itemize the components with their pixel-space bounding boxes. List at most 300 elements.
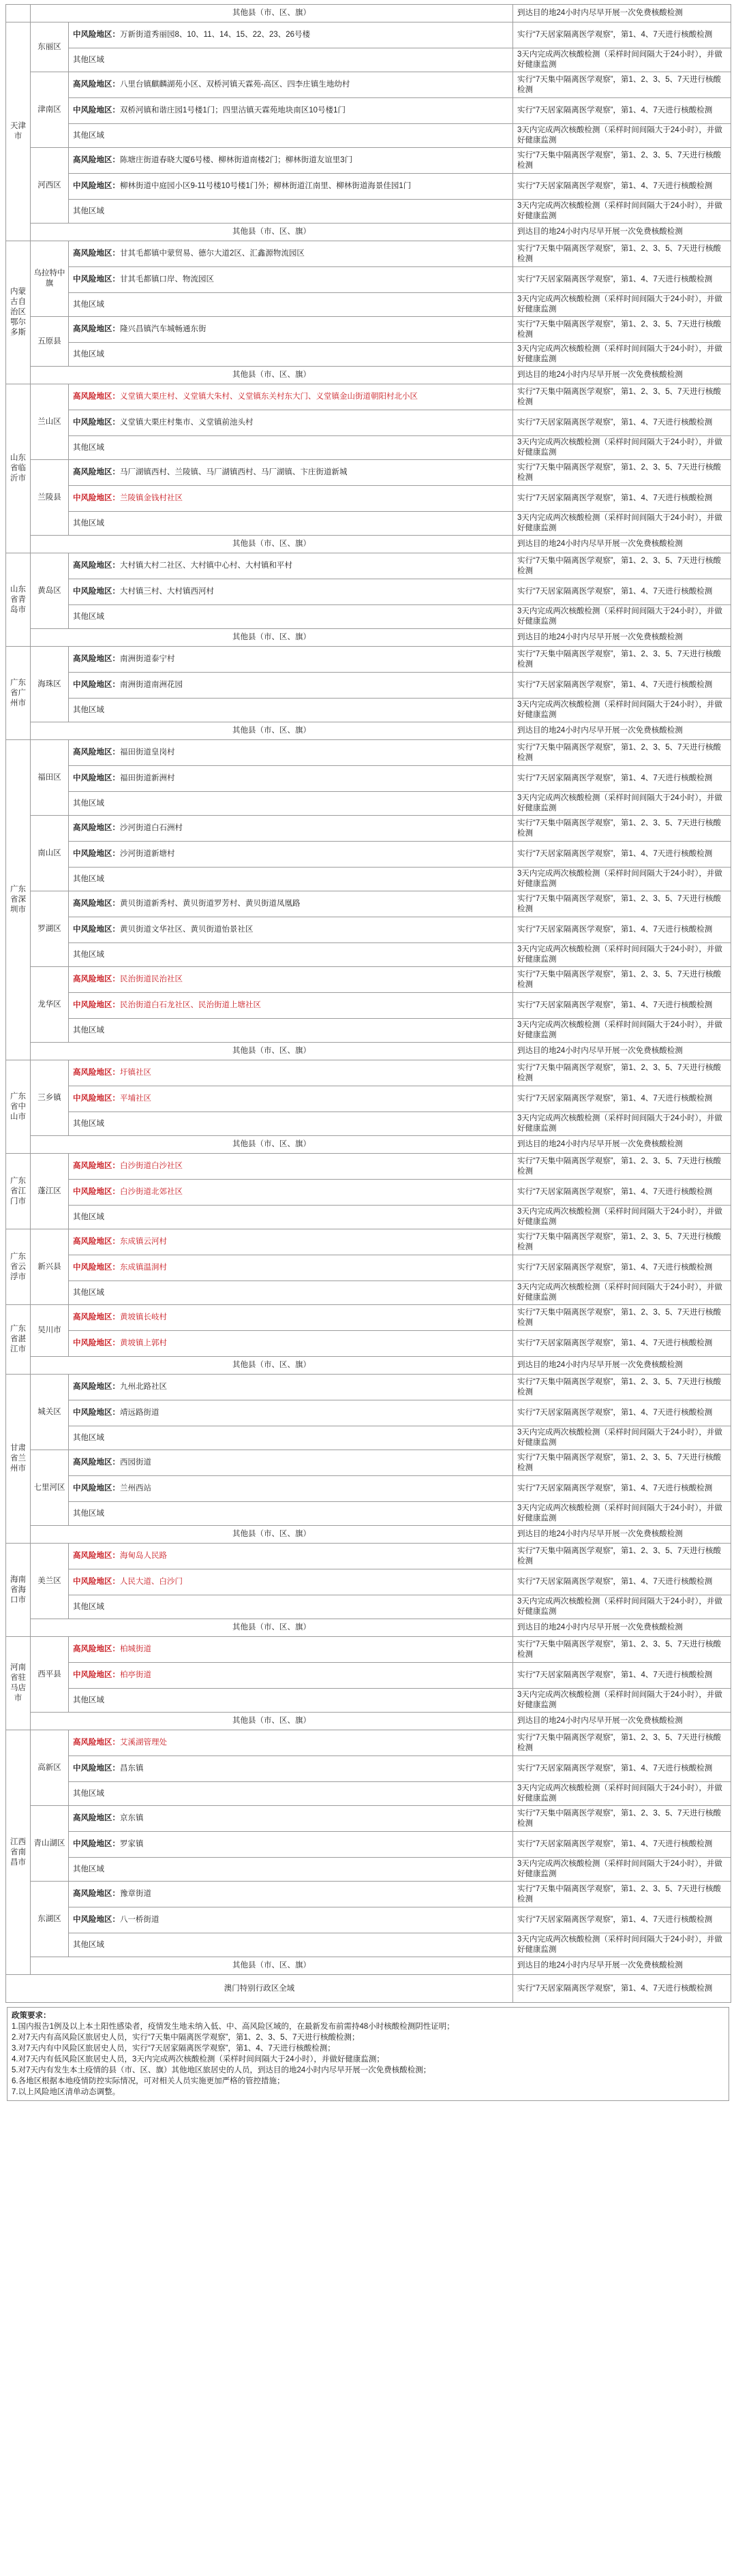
table-row xyxy=(6,1019,731,1043)
mid-risk-label: 中风险地区： xyxy=(73,494,120,502)
policy-note-item: 2.对7天内有高风险区旅居史人员，实行“7天集中隔离医学观察”，第1、2、3、5、7天进行核酸检测； xyxy=(12,2034,360,2042)
other-risk-area-cell xyxy=(69,124,513,148)
measure-cell: 3天内完成两次核酸检测（采样时间间隔大于24小时），并做好健康监测 xyxy=(513,48,731,72)
mid-risk-area-cell xyxy=(69,1832,513,1858)
mid-risk-label: 中风险地区： xyxy=(73,1263,120,1272)
risk-area-text: 昌东镇 xyxy=(120,1764,144,1773)
district-cell: 罗湖区 xyxy=(31,891,69,967)
other-risk-area-cell xyxy=(69,699,513,722)
table-row xyxy=(6,367,731,384)
mid-risk-label: 中风险地区： xyxy=(73,418,120,427)
measure-cell: 3天内完成两次核酸检测（采样时间间隔大于24小时），并做好健康监测 xyxy=(513,124,731,148)
table-row xyxy=(6,1426,731,1450)
table-row xyxy=(6,1933,731,1957)
measure-cell: 实行“7天居家隔离医学观察”，第1、4、7天进行核酸检测 xyxy=(513,842,731,868)
other-risk-area-cell xyxy=(69,436,513,460)
table-row xyxy=(6,553,731,579)
risk-area-text: 白沙街道白沙社区 xyxy=(120,1162,183,1170)
table-row xyxy=(6,1229,731,1255)
table-row xyxy=(6,1782,731,1806)
high-risk-label: 高风险地区： xyxy=(73,1162,120,1170)
table-row xyxy=(6,1305,731,1331)
measure-cell: 实行“7天居家隔离医学观察”，第1、4、7天进行核酸检测 xyxy=(513,1255,731,1281)
measure-cell: 到达目的地24小时内尽早开展一次免费核酸检测 xyxy=(513,1136,731,1154)
table-row xyxy=(6,1595,731,1619)
high-risk-area-cell xyxy=(69,1060,513,1086)
high-risk-label: 高风险地区： xyxy=(73,1458,120,1467)
risk-area-text: 沙河街道新塘村 xyxy=(120,850,175,858)
table-row xyxy=(6,98,731,124)
mid-risk-label: 中风险地区： xyxy=(73,1001,120,1009)
table-row xyxy=(6,766,731,792)
table-row xyxy=(6,124,731,148)
high-risk-label: 高风险地区： xyxy=(73,1313,120,1321)
policy-note-item: 3.对7天内有中风险区旅居史人员，实行“7天居家隔离医学观察”，第1、4、7天进行核酸检测； xyxy=(12,2044,335,2053)
high-risk-label: 高风险地区： xyxy=(73,1069,120,1077)
high-risk-area-cell xyxy=(69,1154,513,1180)
province-cell: 广东省中山市 xyxy=(6,1060,31,1154)
other-counties-cell: 其他县（市、区、旗） xyxy=(31,1136,513,1154)
table-row xyxy=(6,1375,731,1400)
table-row xyxy=(6,1806,731,1832)
table-row xyxy=(6,72,731,98)
table-row xyxy=(6,629,731,647)
table-row xyxy=(6,1357,731,1375)
district-cell: 东湖区 xyxy=(31,1882,69,1957)
measure-cell: 实行“7天居家隔离医学观察”，第1、4、7天进行核酸检测 xyxy=(513,1832,731,1858)
risk-area-text: 艾溪湖管理处 xyxy=(120,1738,167,1747)
province-cell: 天津市 xyxy=(6,22,31,241)
policy-notes-title: 政策要求： xyxy=(12,2012,51,2020)
table-row xyxy=(6,868,731,891)
measure-cell: 实行“7天集中隔离医学观察”，第1、2、3、5、7天进行核酸检测 xyxy=(513,1637,731,1663)
risk-area-table-body xyxy=(6,5,731,1975)
high-risk-label: 高风险地区： xyxy=(73,1238,120,1246)
district-cell: 乌拉特中旗 xyxy=(31,241,69,317)
other-risk-area-cell xyxy=(69,48,513,72)
other-risk-area-cell xyxy=(69,1689,513,1713)
other-area-label: 其他区域 xyxy=(73,1212,104,1221)
mid-risk-area-cell xyxy=(69,766,513,792)
district-cell: 海珠区 xyxy=(31,647,69,722)
risk-area-text: 圩镇社区 xyxy=(120,1069,151,1077)
table-row xyxy=(6,224,731,241)
risk-area-text: 东成镇云河村 xyxy=(120,1238,167,1246)
high-risk-label: 高风险地区： xyxy=(73,393,120,401)
measure-cell: 3天内完成两次核酸检测（采样时间间隔大于24小时），并做好健康监测 xyxy=(513,868,731,891)
risk-area-text: 福田街道皇岗村 xyxy=(120,748,175,756)
other-risk-area-cell xyxy=(69,1206,513,1229)
district-cell: 龙华区 xyxy=(31,967,69,1043)
mid-risk-label: 中风险地区： xyxy=(73,850,120,858)
mid-risk-label: 中风险地区： xyxy=(73,275,120,283)
measure-cell: 到达目的地24小时内尽早开展一次免费核酸检测 xyxy=(513,1043,731,1060)
district-cell: 津南区 xyxy=(31,72,69,148)
high-risk-area-cell xyxy=(69,1730,513,1756)
measure-cell: 实行“7天居家隔离医学观察”，第1、4、7天进行核酸检测 xyxy=(513,766,731,792)
mid-risk-label: 中风险地区： xyxy=(73,681,120,689)
measure-cell: 到达目的地24小时内尽早开展一次免费核酸检测 xyxy=(513,722,731,740)
mid-risk-area-cell xyxy=(69,842,513,868)
measure-cell: 实行“7天居家隔离医学观察”，第1、4、7天进行核酸检测 xyxy=(513,1476,731,1502)
table-row xyxy=(6,1060,731,1086)
other-counties-cell: 其他县（市、区、旗） xyxy=(31,536,513,553)
measure-cell: 3天内完成两次核酸检测（采样时间间隔大于24小时），并做好健康监测 xyxy=(513,436,731,460)
district-cell: 城关区 xyxy=(31,1375,69,1450)
measure-cell: 实行“7天集中隔离医学观察”，第1、2、3、5、7天进行核酸检测 xyxy=(513,317,731,343)
measure-cell: 实行“7天集中隔离医学观察”，第1、2、3、5、7天进行核酸检测 xyxy=(513,553,731,579)
table-row xyxy=(6,1154,731,1180)
table-row xyxy=(6,1112,731,1136)
other-area-label: 其他区域 xyxy=(73,1433,104,1442)
other-area-label: 其他区域 xyxy=(73,874,104,883)
high-risk-area-cell xyxy=(69,72,513,98)
measure-cell: 实行“7天集中隔离医学观察”，第1、2、3、5、7天进行核酸检测 xyxy=(513,460,731,486)
risk-area-text: 平埔社区 xyxy=(120,1094,151,1103)
mid-risk-label: 中风险地区： xyxy=(73,182,120,190)
table-row xyxy=(6,1136,731,1154)
risk-area-text: 柏城街道 xyxy=(120,1645,151,1653)
measure-cell: 实行“7天集中隔离医学观察”，第1、2、3、5、7天进行核酸检测 xyxy=(513,1305,731,1331)
measure-cell: 实行“7天居家隔离医学观察”，第1、4、7天进行核酸检测 xyxy=(513,1569,731,1595)
table-row xyxy=(6,1689,731,1713)
measure-cell: 实行“7天集中隔离医学观察”，第1、2、3、5、7天进行核酸检测 xyxy=(513,1882,731,1907)
other-risk-area-cell xyxy=(69,293,513,317)
high-risk-area-cell xyxy=(69,891,513,917)
province-cell xyxy=(6,5,31,22)
high-risk-label: 高风险地区： xyxy=(73,80,120,89)
measure-cell: 实行“7天集中隔离医学观察”，第1、2、3、5、7天进行核酸检测 xyxy=(513,241,731,267)
other-risk-area-cell xyxy=(69,792,513,816)
high-risk-label: 高风险地区： xyxy=(73,1383,120,1391)
high-risk-label: 高风险地区： xyxy=(73,562,120,570)
high-risk-area-cell xyxy=(69,967,513,993)
risk-area-text: 白沙街道北郊社区 xyxy=(120,1188,183,1196)
high-risk-area-cell xyxy=(69,1637,513,1663)
measure-cell: 3天内完成两次核酸检测（采样时间间隔大于24小时），并做好健康监测 xyxy=(513,293,731,317)
risk-area-text: 兰州西站 xyxy=(120,1484,151,1492)
mid-risk-label: 中风险地区： xyxy=(73,1339,120,1347)
table-row xyxy=(6,486,731,512)
measure-cell: 3天内完成两次核酸检测（采样时间间隔大于24小时），并做好健康监测 xyxy=(513,1502,731,1526)
table-row xyxy=(6,536,731,553)
mid-risk-label: 中风险地区： xyxy=(73,31,120,39)
measure-cell: 实行“7天集中隔离医学观察”，第1、2、3、5、7天进行核酸检测 xyxy=(513,967,731,993)
mid-risk-label: 中风险地区： xyxy=(73,1484,120,1492)
district-cell: 东丽区 xyxy=(31,22,69,72)
risk-area-text: 黄贝街道新秀村、黄贝街道罗芳村、黄贝街道凤凰路 xyxy=(120,900,301,908)
measure-cell: 实行“7天集中隔离医学观察”，第1、2、3、5、7天进行核酸检测 xyxy=(513,647,731,673)
measure-cell: 实行“7天居家隔离医学观察”，第1、4、7天进行核酸检测 xyxy=(513,673,731,699)
other-area-label: 其他区域 xyxy=(73,350,104,358)
macau-measure: 实行“7天居家隔离医学观察”，第1、4、7天进行核酸检测 xyxy=(513,1975,731,2003)
mid-risk-area-cell xyxy=(69,993,513,1019)
measure-cell: 3天内完成两次核酸检测（采样时间间隔大于24小时），并做好健康监测 xyxy=(513,1933,731,1957)
province-cell: 海南省海口市 xyxy=(6,1544,31,1637)
table-row xyxy=(6,1832,731,1858)
measure-cell: 实行“7天集中隔离医学观察”，第1、2、3、5、7天进行核酸检测 xyxy=(513,816,731,842)
risk-area-text: 南洲街道南洲花园 xyxy=(120,681,183,689)
other-counties-cell: 其他县（市、区、旗） xyxy=(31,5,513,22)
table-row xyxy=(6,1730,731,1756)
risk-area-text: 海甸岛人民路 xyxy=(120,1552,167,1560)
other-risk-area-cell xyxy=(69,200,513,224)
other-risk-area-cell xyxy=(69,1502,513,1526)
policy-note-item: 5.对7天内有发生本土疫情的县（市、区、旗）其他地区旅居史的人员，到达目的地24小时内尽早开展一次免费核酸检测； xyxy=(12,2066,431,2074)
table-row xyxy=(6,293,731,317)
measure-cell: 实行“7天居家隔离医学观察”，第1、4、7天进行核酸检测 xyxy=(513,1907,731,1933)
table-row xyxy=(6,943,731,967)
risk-area-text: 大村镇大村二社区、大村镇中心村、大村镇和平村 xyxy=(120,562,292,570)
high-risk-label: 高风险地区： xyxy=(73,325,120,333)
measure-cell: 实行“7天集中隔离医学观察”，第1、2、3、5、7天进行核酸检测 xyxy=(513,1060,731,1086)
table-row xyxy=(6,512,731,536)
measure-cell: 3天内完成两次核酸检测（采样时间间隔大于24小时），并做好健康监测 xyxy=(513,943,731,967)
table-row xyxy=(6,967,731,993)
other-risk-area-cell xyxy=(69,1858,513,1882)
mid-risk-area-cell xyxy=(69,579,513,605)
table-row xyxy=(6,792,731,816)
table-row xyxy=(6,1663,731,1689)
measure-cell: 实行“7天居家隔离医学观察”，第1、4、7天进行核酸检测 xyxy=(513,410,731,436)
policy-note-item: 7.以上风险地区清单动态调整。 xyxy=(12,2088,121,2096)
table-row xyxy=(6,1619,731,1637)
table-row xyxy=(6,842,731,868)
other-area-label: 其他区域 xyxy=(73,950,104,959)
province-cell: 内蒙古自治区鄂尔多斯 xyxy=(6,241,31,384)
province-cell: 江西省南昌市 xyxy=(6,1730,31,1975)
district-cell: 福田区 xyxy=(31,740,69,816)
high-risk-area-cell xyxy=(69,1305,513,1331)
risk-area-table xyxy=(5,4,731,1975)
risk-area-text: 隆兴昌镇汽车城畅通东街 xyxy=(120,325,206,333)
other-area-label: 其他区域 xyxy=(73,1940,104,1949)
province-cell: 山东省临沂市 xyxy=(6,384,31,553)
risk-area-text: 东成镇温洞村 xyxy=(120,1263,167,1272)
other-area-label: 其他区域 xyxy=(73,1026,104,1034)
other-area-label: 其他区域 xyxy=(73,1602,104,1611)
high-risk-label: 高风险地区： xyxy=(73,1814,120,1822)
province-cell: 山东省青岛市 xyxy=(6,553,31,647)
measure-cell: 到达目的地24小时内尽早开展一次免费核酸检测 xyxy=(513,1957,731,1975)
high-risk-area-cell xyxy=(69,740,513,766)
province-cell: 河南省驻马店市 xyxy=(6,1637,31,1730)
other-risk-area-cell xyxy=(69,1595,513,1619)
table-row xyxy=(6,1637,731,1663)
other-risk-area-cell xyxy=(69,1019,513,1043)
measure-cell: 实行“7天集中隔离医学观察”，第1、2、3、5、7天进行核酸检测 xyxy=(513,384,731,410)
table-row xyxy=(6,722,731,740)
high-risk-area-cell xyxy=(69,1806,513,1832)
risk-area-text: 豫章街道 xyxy=(120,1890,151,1898)
table-row xyxy=(6,1206,731,1229)
risk-area-text: 八一桥街道 xyxy=(120,1916,159,1924)
other-area-label: 其他区域 xyxy=(73,300,104,309)
measure-cell: 到达目的地24小时内尽早开展一次免费核酸检测 xyxy=(513,629,731,647)
risk-area-text: 黄坡镇上郭村 xyxy=(120,1339,167,1347)
other-area-label: 其他区域 xyxy=(73,799,104,808)
mid-risk-area-cell xyxy=(69,1756,513,1782)
measure-cell: 3天内完成两次核酸检测（采样时间间隔大于24小时），并做好健康监测 xyxy=(513,1782,731,1806)
table-row xyxy=(6,1526,731,1544)
mid-risk-area-cell xyxy=(69,1569,513,1595)
risk-area-text: 罗家镇 xyxy=(120,1840,144,1848)
table-row xyxy=(6,1502,731,1526)
other-risk-area-cell xyxy=(69,1782,513,1806)
district-cell: 三乡镇 xyxy=(31,1060,69,1136)
measure-cell: 实行“7天居家隔离医学观察”，第1、4、7天进行核酸检测 xyxy=(513,1400,731,1426)
other-counties-cell: 其他县（市、区、旗） xyxy=(31,1713,513,1730)
measure-cell: 实行“7天集中隔离医学观察”，第1、2、3、5、7天进行核酸检测 xyxy=(513,1544,731,1569)
high-risk-label: 高风险地区： xyxy=(73,249,120,258)
other-counties-cell: 其他县（市、区、旗） xyxy=(31,367,513,384)
measure-cell: 实行“7天集中隔离医学观察”，第1、2、3、5、7天进行核酸检测 xyxy=(513,1229,731,1255)
risk-area-text: 靖远路街道 xyxy=(120,1409,159,1417)
table-row xyxy=(6,891,731,917)
measure-cell: 实行“7天居家隔离医学观察”，第1、4、7天进行核酸检测 xyxy=(513,917,731,943)
risk-area-text: 福田街道新洲村 xyxy=(120,774,175,782)
measure-cell: 到达目的地24小时内尽早开展一次免费核酸检测 xyxy=(513,1713,731,1730)
mid-risk-area-cell xyxy=(69,410,513,436)
risk-area-text: 沙河街道白石洲村 xyxy=(120,824,183,832)
district-cell: 吴川市 xyxy=(31,1305,69,1357)
district-cell: 河西区 xyxy=(31,148,69,224)
high-risk-area-cell xyxy=(69,1450,513,1476)
measure-cell: 实行“7天居家隔离医学观察”，第1、4、7天进行核酸检测 xyxy=(513,579,731,605)
mid-risk-area-cell xyxy=(69,22,513,48)
table-row xyxy=(6,384,731,410)
high-risk-label: 高风险地区： xyxy=(73,156,120,164)
mid-risk-area-cell xyxy=(69,1663,513,1689)
other-area-label: 其他区域 xyxy=(73,206,104,215)
measure-cell: 到达目的地24小时内尽早开展一次免费核酸检测 xyxy=(513,1357,731,1375)
high-risk-label: 高风险地区： xyxy=(73,1890,120,1898)
table-row xyxy=(6,148,731,174)
measure-cell: 实行“7天居家隔离医学观察”，第1、4、7天进行核酸检测 xyxy=(513,1331,731,1357)
table-row xyxy=(6,5,731,22)
table-row xyxy=(6,200,731,224)
risk-area-text: 双桥河镇和谐庄园1号楼1门；四里沽镇天霖苑地块南区10号楼1门 xyxy=(120,106,346,114)
table-row xyxy=(6,267,731,293)
high-risk-label: 高风险地区： xyxy=(73,824,120,832)
measure-cell: 3天内完成两次核酸检测（采样时间间隔大于24小时），并做好健康监测 xyxy=(513,1281,731,1305)
district-cell: 七里河区 xyxy=(31,1450,69,1526)
measure-cell: 3天内完成两次核酸检测（采样时间间隔大于24小时），并做好健康监测 xyxy=(513,343,731,367)
other-risk-area-cell xyxy=(69,1426,513,1450)
table-row xyxy=(6,579,731,605)
other-risk-area-cell xyxy=(69,343,513,367)
table-row xyxy=(6,317,731,343)
measure-cell: 实行“7天集中隔离医学观察”，第1、2、3、5、7天进行核酸检测 xyxy=(513,1730,731,1756)
risk-area-text: 黄坡镇长岐村 xyxy=(120,1313,167,1321)
macau-row xyxy=(6,1975,731,2003)
table-row xyxy=(6,1907,731,1933)
table-row xyxy=(6,1756,731,1782)
table-row xyxy=(6,1476,731,1502)
district-cell: 青山湖区 xyxy=(31,1806,69,1882)
measure-cell: 实行“7天集中隔离医学观察”，第1、2、3、5、7天进行核酸检测 xyxy=(513,1375,731,1400)
other-area-label: 其他区域 xyxy=(73,55,104,64)
mid-risk-area-cell xyxy=(69,673,513,699)
measure-cell: 3天内完成两次核酸检测（采样时间间隔大于24小时），并做好健康监测 xyxy=(513,200,731,224)
mid-risk-label: 中风险地区： xyxy=(73,925,120,934)
other-risk-area-cell xyxy=(69,1933,513,1957)
high-risk-area-cell xyxy=(69,816,513,842)
high-risk-label: 高风险地区： xyxy=(73,468,120,476)
other-area-label: 其他区域 xyxy=(73,1696,104,1704)
table-row xyxy=(6,1858,731,1882)
risk-area-text: 马厂湖镇西村、兰陵镇、马厂湖镇西村、马厂湖镇、卞庄街道新城 xyxy=(120,468,348,476)
measure-cell: 实行“7天集中隔离医学观察”，第1、2、3、5、7天进行核酸检测 xyxy=(513,740,731,766)
measure-cell: 实行“7天居家隔离医学观察”，第1、4、7天进行核酸检测 xyxy=(513,1180,731,1206)
mid-risk-area-cell xyxy=(69,98,513,124)
high-risk-area-cell xyxy=(69,1544,513,1569)
measure-cell: 实行“7天居家隔离医学观察”，第1、4、7天进行核酸检测 xyxy=(513,486,731,512)
table-row xyxy=(6,816,731,842)
measure-cell: 实行“7天集中隔离医学观察”，第1、2、3、5、7天进行核酸检测 xyxy=(513,1806,731,1832)
measure-cell: 到达目的地24小时内尽早开展一次免费核酸检测 xyxy=(513,224,731,241)
table-row xyxy=(6,1255,731,1281)
risk-area-text: 兰陵镇金钱村社区 xyxy=(120,494,183,502)
table-row xyxy=(6,460,731,486)
table-row xyxy=(6,1569,731,1595)
district-cell: 高新区 xyxy=(31,1730,69,1806)
measure-cell: 到达目的地24小时内尽早开展一次免费核酸检测 xyxy=(513,536,731,553)
mid-risk-area-cell xyxy=(69,267,513,293)
mid-risk-label: 中风险地区： xyxy=(73,106,120,114)
district-cell: 西平县 xyxy=(31,1637,69,1713)
measure-cell: 3天内完成两次核酸检测（采样时间间隔大于24小时），并做好健康监测 xyxy=(513,1206,731,1229)
high-risk-label: 高风险地区： xyxy=(73,1552,120,1560)
other-area-label: 其他区域 xyxy=(73,519,104,527)
risk-area-text: 义堂镇大栗庄村集市、义堂镇前池头村 xyxy=(120,418,254,427)
measure-cell: 实行“7天集中隔离医学观察”，第1、2、3、5、7天进行核酸检测 xyxy=(513,72,731,98)
risk-area-text: 义堂镇大栗庄村、义堂镇大朱村、义堂镇东关村东大门、义堂镇金山街道朝阳村北小区 xyxy=(120,393,418,401)
risk-area-text: 民治街道白石龙社区、民治街道上塘社区 xyxy=(120,1001,261,1009)
mid-risk-label: 中风险地区： xyxy=(73,1764,120,1773)
other-counties-cell: 其他县（市、区、旗） xyxy=(31,1043,513,1060)
table-row xyxy=(6,1331,731,1357)
table-row xyxy=(6,699,731,722)
other-risk-area-cell xyxy=(69,605,513,629)
macau-table xyxy=(5,1974,731,2003)
risk-area-text: 甘其毛都镇口岸、物流园区 xyxy=(120,275,214,283)
high-risk-area-cell xyxy=(69,460,513,486)
table-row xyxy=(6,647,731,673)
policy-note-item: 6.各地区根据本地疫情防控实际情况，可对相关人员实施更加严格的管控措施； xyxy=(12,2077,285,2085)
other-risk-area-cell xyxy=(69,868,513,891)
table-row xyxy=(6,48,731,72)
measure-cell: 3天内完成两次核酸检测（采样时间间隔大于24小时），并做好健康监测 xyxy=(513,605,731,629)
high-risk-area-cell xyxy=(69,1375,513,1400)
high-risk-area-cell xyxy=(69,384,513,410)
measure-cell: 3天内完成两次核酸检测（采样时间间隔大于24小时），并做好健康监测 xyxy=(513,1019,731,1043)
table-row xyxy=(6,740,731,766)
mid-risk-label: 中风险地区： xyxy=(73,1094,120,1103)
high-risk-area-cell xyxy=(69,1229,513,1255)
mid-risk-label: 中风险地区： xyxy=(73,1671,120,1679)
measure-cell: 到达目的地24小时内尽早开展一次免费核酸检测 xyxy=(513,1526,731,1544)
table-row xyxy=(6,1957,731,1975)
table-row xyxy=(6,1180,731,1206)
table-row xyxy=(6,1400,731,1426)
risk-area-text: 南洲街道泰宁村 xyxy=(120,655,175,663)
risk-area-text: 柏亭街道 xyxy=(120,1671,151,1679)
other-area-label: 其他区域 xyxy=(73,1288,104,1297)
high-risk-label: 高风险地区： xyxy=(73,1738,120,1747)
risk-area-text: 西园街道 xyxy=(120,1458,151,1467)
mid-risk-label: 中风险地区： xyxy=(73,774,120,782)
